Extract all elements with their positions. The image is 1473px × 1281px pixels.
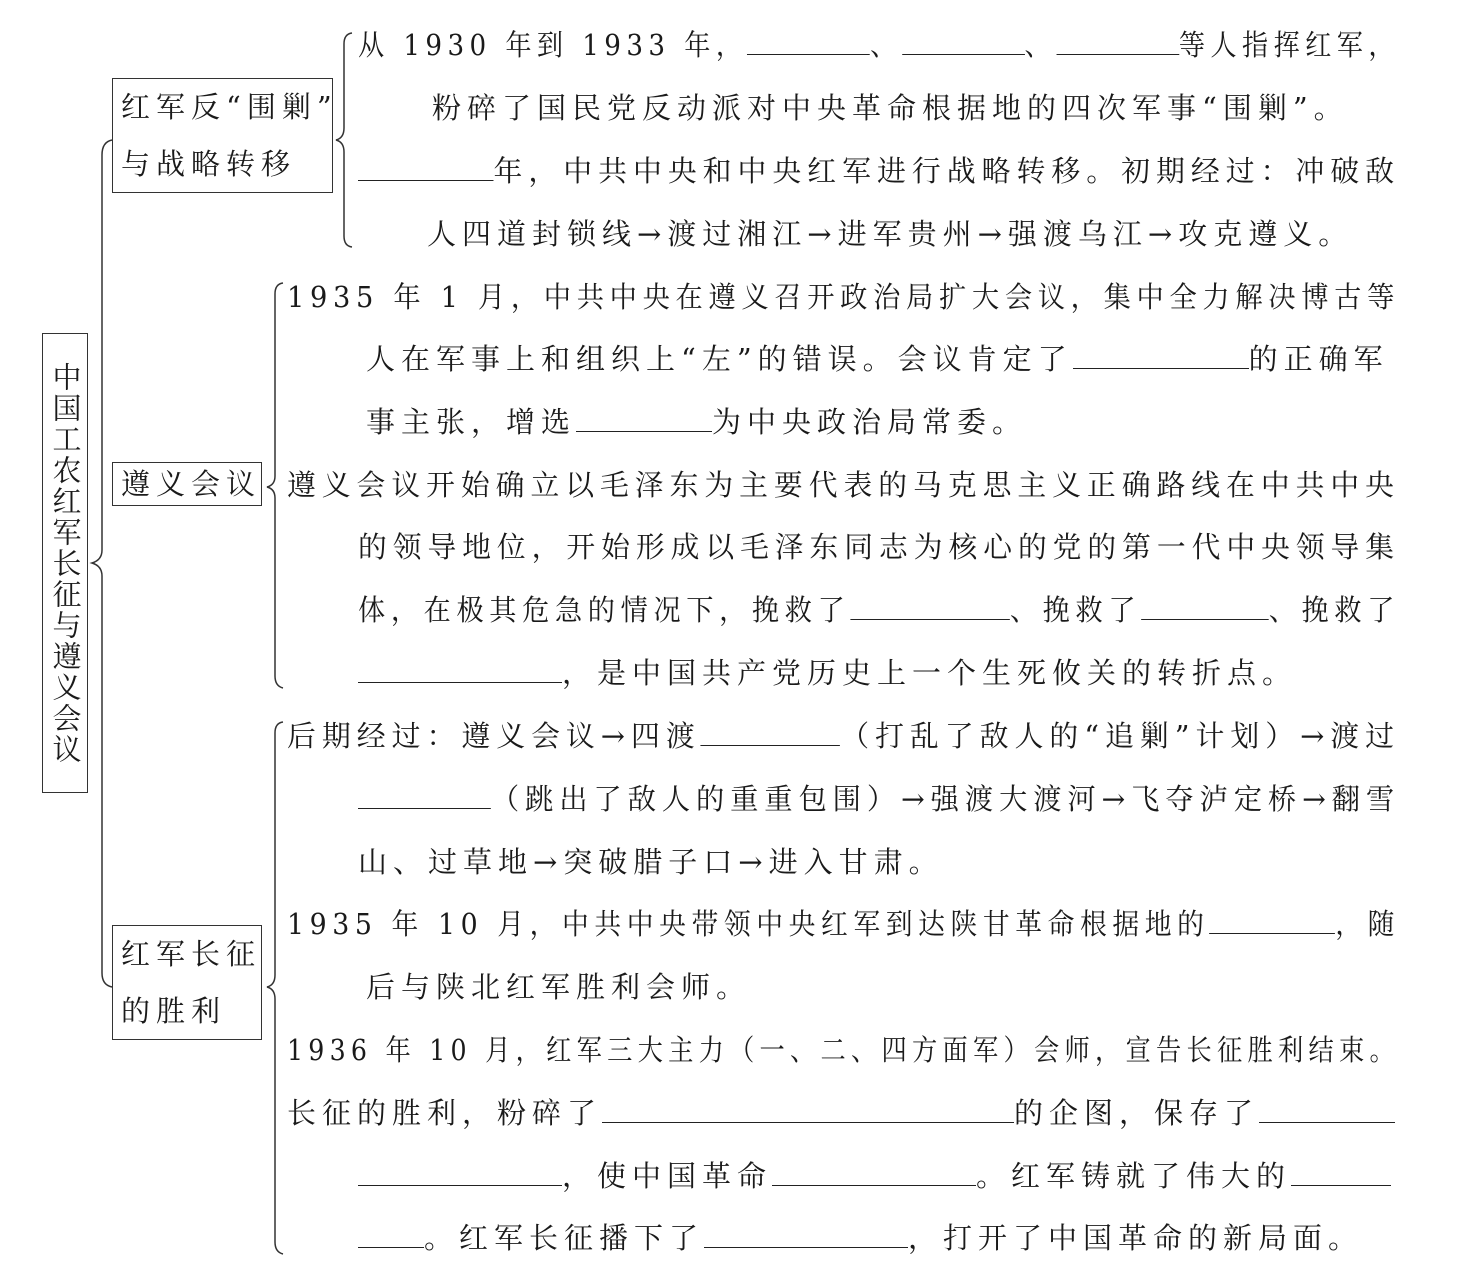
text: ，是中国共产党历史上一个生死攸关的转折点。 bbox=[562, 656, 1298, 690]
text-line bbox=[287, 907, 1400, 941]
main-bracket bbox=[92, 140, 112, 987]
text: 人在军事上和组织上“左”的错误。会议肯定了 bbox=[366, 342, 1073, 376]
text: 年，中共中央和中央红军进行战略转移。初期经过：冲破敌 bbox=[493, 154, 1401, 188]
answer-blank[interactable] bbox=[358, 154, 493, 181]
text: 事主张，增选 bbox=[366, 405, 577, 439]
answer-blank[interactable] bbox=[1056, 28, 1179, 55]
text-line bbox=[358, 845, 944, 879]
text-line bbox=[358, 530, 1400, 564]
section-label: 红军长征 bbox=[121, 937, 262, 971]
text: 体，在极其危急的情况下，挽救了 bbox=[358, 593, 851, 627]
text: 的正确军 bbox=[1248, 342, 1389, 376]
text-line bbox=[366, 342, 1389, 376]
text-line bbox=[358, 1159, 1391, 1193]
s2-brace bbox=[267, 283, 283, 688]
text: ，随 bbox=[1335, 907, 1401, 941]
text: 的企图，保存了 bbox=[1014, 1096, 1260, 1130]
section-box-victory bbox=[112, 925, 262, 1040]
section-label: 的胜利 bbox=[121, 994, 227, 1028]
text-line bbox=[287, 1033, 1400, 1067]
answer-blank[interactable] bbox=[1259, 1096, 1395, 1123]
text: 粉碎了国民党反动派对中央革命根据地的四次军事“围剿”。 bbox=[432, 91, 1349, 125]
text-line bbox=[287, 280, 1400, 314]
text-line bbox=[358, 593, 1400, 627]
text: 、 bbox=[1024, 28, 1057, 62]
text: 1935 年 10 月，中共中央带领中央红军到达陕甘革命根据地的 bbox=[287, 907, 1210, 941]
answer-blank[interactable] bbox=[1209, 907, 1335, 934]
text-line bbox=[366, 405, 1027, 439]
answer-blank[interactable] bbox=[701, 719, 840, 746]
answer-blank[interactable] bbox=[1291, 1159, 1391, 1186]
answer-blank[interactable] bbox=[576, 405, 712, 432]
section-label: 遵义会议 bbox=[121, 467, 262, 501]
answer-blank[interactable] bbox=[602, 1096, 1014, 1123]
s1-brace bbox=[336, 33, 352, 247]
text-line bbox=[358, 28, 1400, 62]
root-title: 中国工农红军长征与遵义会议 bbox=[48, 361, 83, 765]
text-line bbox=[358, 1221, 1363, 1255]
root-title-box bbox=[42, 333, 88, 793]
text: ，使中国革命 bbox=[562, 1159, 773, 1193]
answer-blank[interactable] bbox=[358, 656, 562, 683]
answer-blank[interactable] bbox=[1141, 593, 1269, 620]
text-line bbox=[287, 1096, 1395, 1130]
s3-brace bbox=[267, 722, 283, 1254]
section-label: 红军反“围剿” bbox=[121, 90, 338, 124]
text-line bbox=[358, 782, 1400, 816]
text: 长征的胜利，粉碎了 bbox=[287, 1096, 603, 1130]
text: 从 1930 年到 1933 年， bbox=[358, 28, 748, 62]
text: 的领导地位，开始形成以毛泽东同志为核心的党的第一代中央领导集 bbox=[358, 530, 1401, 564]
text: 遵义会议开始确立以毛泽东为主要代表的马克思主义正确路线在中共中央 bbox=[287, 468, 1400, 502]
text-line bbox=[358, 154, 1400, 188]
text: 。红军长征播下了 bbox=[424, 1221, 705, 1255]
text: （打乱了敌人的“追剿”计划）→渡过 bbox=[840, 719, 1401, 753]
text: 山、过草地→突破腊子口→进入甘肃。 bbox=[358, 845, 944, 879]
answer-blank[interactable] bbox=[704, 1221, 908, 1248]
text: ，打开了中国革命的新局面。 bbox=[908, 1221, 1364, 1255]
text: 。红军铸就了伟大的 bbox=[976, 1159, 1292, 1193]
answer-blank[interactable] bbox=[850, 593, 1009, 620]
text-line bbox=[366, 970, 751, 1004]
text-line bbox=[432, 91, 1349, 125]
answer-blank[interactable] bbox=[747, 28, 870, 55]
answer-blank[interactable] bbox=[358, 1159, 562, 1186]
answer-blank[interactable] bbox=[358, 1221, 424, 1248]
answer-blank[interactable] bbox=[1073, 342, 1249, 369]
text: 后期经过：遵义会议→四渡 bbox=[287, 719, 701, 753]
answer-blank[interactable] bbox=[902, 28, 1025, 55]
text-line bbox=[287, 719, 1400, 753]
text: 后与陕北红军胜利会师。 bbox=[366, 970, 752, 1004]
text-line bbox=[287, 468, 1400, 502]
text-line bbox=[427, 217, 1353, 251]
answer-blank[interactable] bbox=[772, 1159, 976, 1186]
text: 人四道封锁线→渡过湘江→进军贵州→强渡乌江→攻克遵义。 bbox=[427, 217, 1354, 251]
text: 、挽救了 bbox=[1268, 593, 1401, 627]
section-box-anti-encirclement bbox=[112, 78, 338, 193]
text: 、挽救了 bbox=[1009, 593, 1142, 627]
text: 1935 年 1 月，中共中央在遵义召开政治局扩大会议，集中全力解决博古等 bbox=[287, 280, 1401, 314]
text-line bbox=[358, 656, 1297, 690]
text: 等人指挥红军， bbox=[1178, 28, 1400, 62]
answer-blank[interactable] bbox=[358, 782, 491, 809]
section-box-zunyi bbox=[112, 462, 262, 506]
section-label: 与战略转移 bbox=[121, 147, 297, 181]
text: 为中央政治局常委。 bbox=[712, 405, 1028, 439]
text: 1936 年 10 月，红军三大主力（一、二、四方面军）会师，宣告长征胜利结束。 bbox=[287, 1033, 1400, 1067]
text: （跳出了敌人的重重包围）→强渡大渡河→飞夺泸定桥→翻雪 bbox=[490, 782, 1401, 816]
text: 、 bbox=[870, 28, 902, 62]
